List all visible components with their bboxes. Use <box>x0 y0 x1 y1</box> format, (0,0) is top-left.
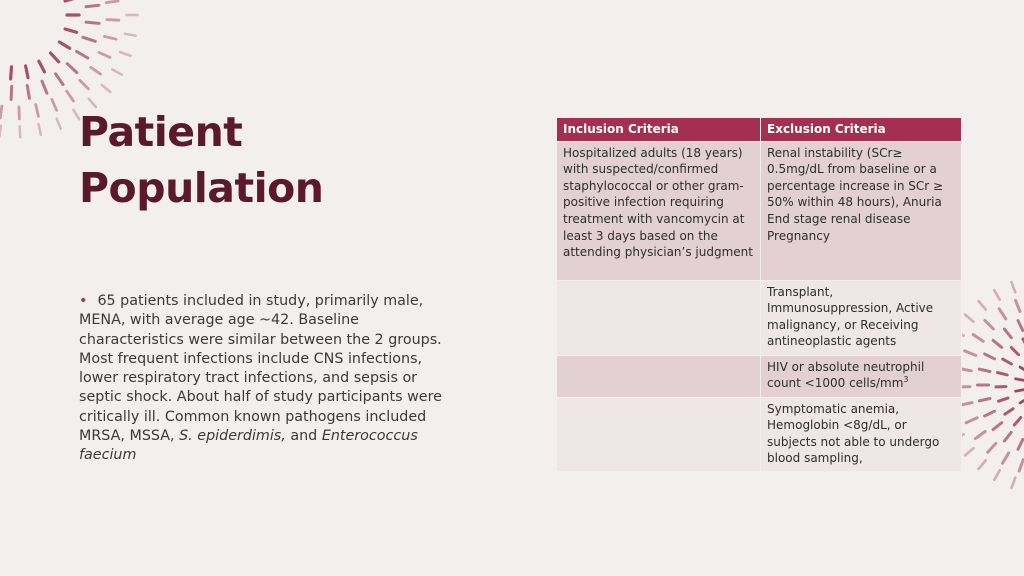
table-cell <box>761 355 962 397</box>
table-row <box>557 355 962 397</box>
table-cell <box>557 280 761 355</box>
header-exclusion: Exclusion Criteria <box>761 118 962 142</box>
bullet-item <box>79 292 459 466</box>
table-cell: Transplant, Immunosuppression, Active malignancy, or Receiving antineoplastic agents <box>761 280 962 355</box>
superscript: 3 <box>903 375 909 385</box>
table-cell: Symptomatic anemia, Hemoglobin <8g/dL, or subjects not able to undergo blood sampling, <box>761 397 962 471</box>
bullet-italic-2: Enterococcus faecium <box>79 428 418 464</box>
table-header-row <box>557 118 962 142</box>
table-cell-text: HIV or absolute neutrophil count <1000 cells/mm <box>767 359 925 391</box>
title-line-1: Patient <box>79 108 243 156</box>
bullet-text-1: 65 patients included in study, primarily male, MENA, with average age ~42. Baseline characteristics were similar between the 2 groups. Most frequent infections include CNS infections, lower respiratory tract infections, and sepsis or septic shock. About half of study participants were critically ill. Common known pathogens included MRSA, MSSA, <box>79 293 442 445</box>
bullet-text-2: and <box>285 428 322 445</box>
bullet-italic-1: S. epiderdimis, <box>179 428 286 445</box>
table-cell: Hospitalized adults (18 years) with suspected/confirmed staphylococcal or other gram-positive infection requiring treatment with vancomycin at least 3 days based on the attending physician’s judgment <box>557 141 761 280</box>
table-row <box>557 280 962 355</box>
table-cell: Renal instability (SCr≥ 0.5mg/dL from baseline or a percentage increase in SCr ≥ 50% within 48 hours), Anuria End stage renal disease Pregnancy <box>761 141 962 280</box>
title-line-2: Population <box>79 164 324 212</box>
header-inclusion: Inclusion Criteria <box>557 118 761 142</box>
table-row <box>557 141 962 280</box>
bullet-list <box>79 292 459 466</box>
table-cell <box>557 355 761 397</box>
table-row <box>557 397 962 471</box>
bullet-dot-icon: • <box>79 293 88 309</box>
criteria-table <box>556 117 962 472</box>
table-cell <box>557 397 761 471</box>
page-title <box>79 104 399 216</box>
